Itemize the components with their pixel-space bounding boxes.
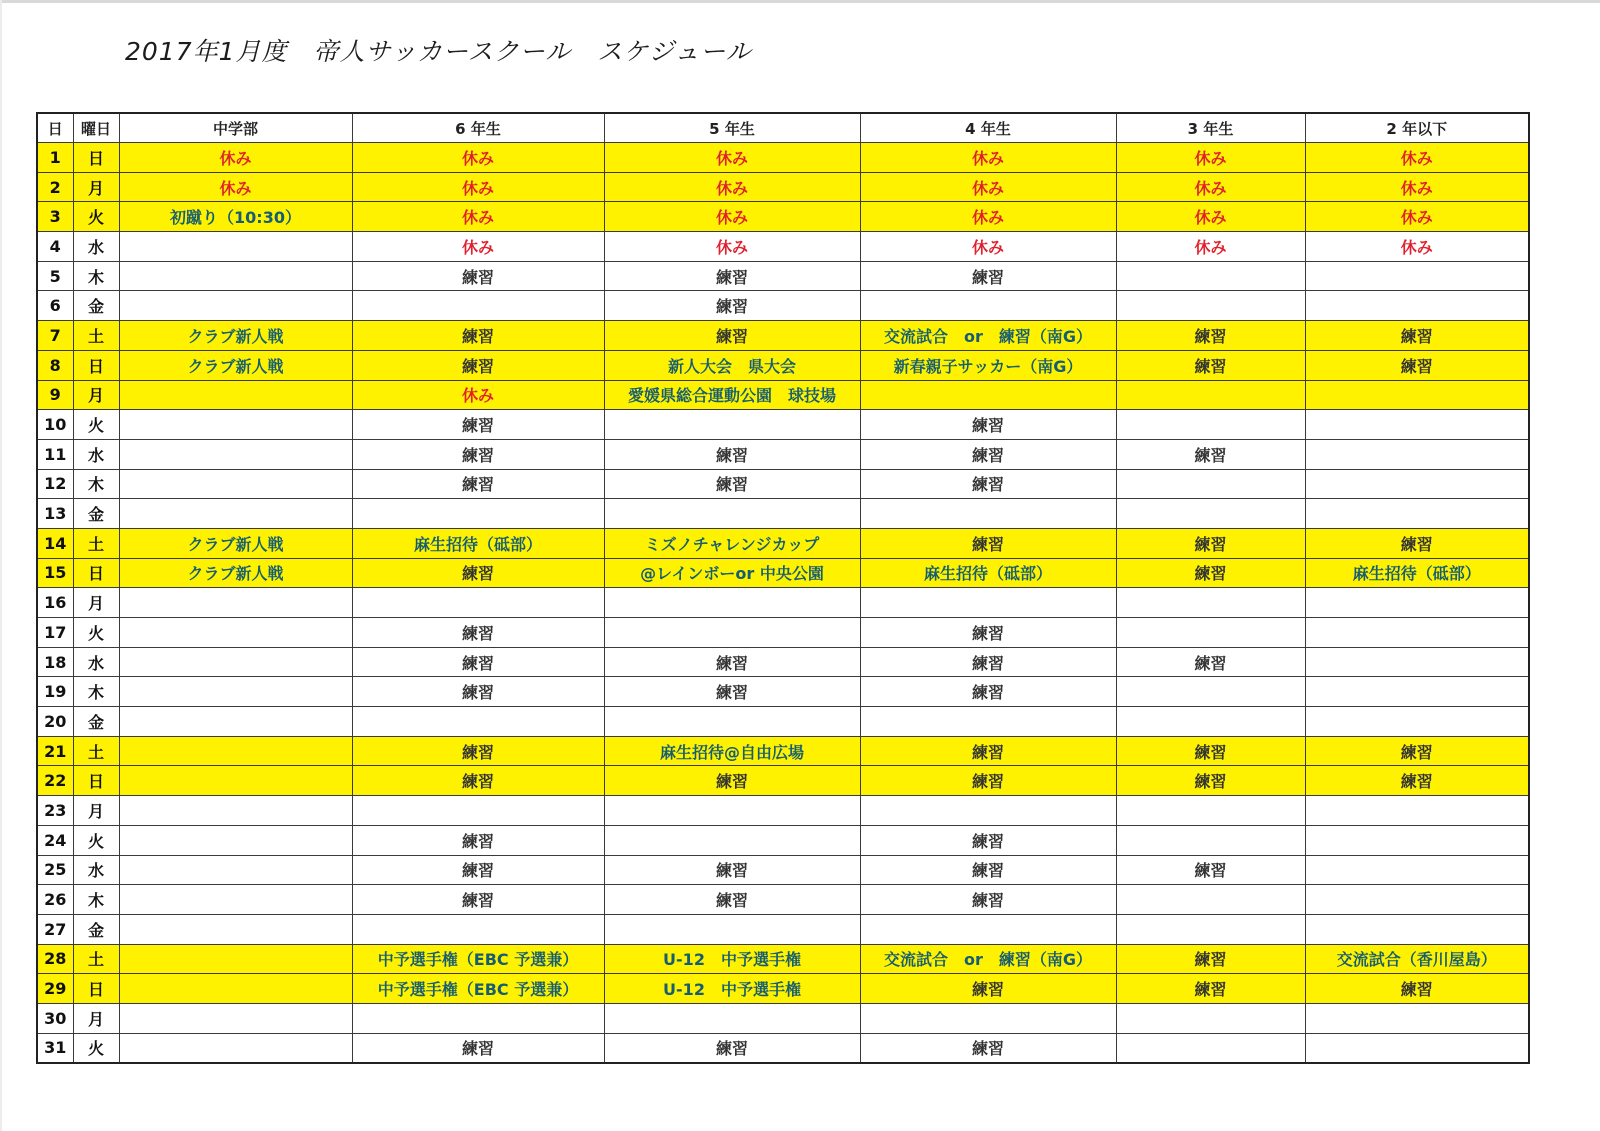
cell-junior-high bbox=[119, 291, 352, 321]
cell-grade-3: 練習 bbox=[1116, 736, 1305, 766]
table-row bbox=[37, 647, 1529, 677]
weekday: 水 bbox=[73, 232, 119, 262]
day-number: 5 bbox=[37, 261, 73, 291]
day-number: 16 bbox=[37, 588, 73, 618]
cell-grade-2-below bbox=[1305, 647, 1529, 677]
cell-grade-3: 練習 bbox=[1116, 766, 1305, 796]
cell-grade-2-below: 練習 bbox=[1305, 974, 1529, 1004]
cell-grade-3 bbox=[1116, 796, 1305, 826]
cell-grade-6 bbox=[352, 914, 604, 944]
cell-grade-2-below: 交流試合（香川屋島） bbox=[1305, 944, 1529, 974]
cell-grade-4: 練習 bbox=[860, 618, 1116, 648]
cell-junior-high bbox=[119, 232, 352, 262]
table-row bbox=[37, 321, 1529, 351]
day-number: 23 bbox=[37, 796, 73, 826]
cell-grade-5 bbox=[604, 707, 860, 737]
cell-grade-3 bbox=[1116, 588, 1305, 618]
cell-grade-2-below bbox=[1305, 855, 1529, 885]
cell-grade-4 bbox=[860, 796, 1116, 826]
cell-grade-2-below: 麻生招待（砥部） bbox=[1305, 558, 1529, 588]
day-number: 27 bbox=[37, 914, 73, 944]
weekday: 金 bbox=[73, 291, 119, 321]
cell-grade-2-below: 練習 bbox=[1305, 766, 1529, 796]
cell-junior-high bbox=[119, 825, 352, 855]
header-junior-high: 中学部 bbox=[119, 113, 352, 143]
cell-grade-4: 練習 bbox=[860, 885, 1116, 915]
cell-grade-5 bbox=[604, 1003, 860, 1033]
header-row bbox=[37, 113, 1529, 143]
cell-grade-2-below bbox=[1305, 885, 1529, 915]
cell-grade-4: 練習 bbox=[860, 677, 1116, 707]
cell-grade-5: 休み bbox=[604, 172, 860, 202]
cell-grade-6 bbox=[352, 1003, 604, 1033]
cell-grade-4: 交流試合 or 練習（南G） bbox=[860, 944, 1116, 974]
cell-grade-3 bbox=[1116, 499, 1305, 529]
weekday: 日 bbox=[73, 350, 119, 380]
cell-junior-high bbox=[119, 261, 352, 291]
cell-grade-6: 練習 bbox=[352, 410, 604, 440]
cell-grade-5: 練習 bbox=[604, 321, 860, 351]
cell-grade-4: 休み bbox=[860, 143, 1116, 173]
cell-junior-high bbox=[119, 974, 352, 1004]
cell-grade-6: 休み bbox=[352, 380, 604, 410]
table-row bbox=[37, 796, 1529, 826]
header-day: 日 bbox=[37, 113, 73, 143]
cell-grade-6 bbox=[352, 796, 604, 826]
table-row bbox=[37, 380, 1529, 410]
cell-grade-5 bbox=[604, 914, 860, 944]
cell-grade-6: 練習 bbox=[352, 825, 604, 855]
table-row bbox=[37, 736, 1529, 766]
day-number: 21 bbox=[37, 736, 73, 766]
day-number: 26 bbox=[37, 885, 73, 915]
weekday: 月 bbox=[73, 172, 119, 202]
cell-grade-2-below bbox=[1305, 291, 1529, 321]
cell-grade-4: 練習 bbox=[860, 855, 1116, 885]
cell-grade-3 bbox=[1116, 707, 1305, 737]
cell-grade-3: 練習 bbox=[1116, 528, 1305, 558]
cell-junior-high: クラブ新人戦 bbox=[119, 321, 352, 351]
cell-junior-high bbox=[119, 647, 352, 677]
cell-grade-3 bbox=[1116, 677, 1305, 707]
day-number: 13 bbox=[37, 499, 73, 529]
day-number: 7 bbox=[37, 321, 73, 351]
cell-grade-6: 休み bbox=[352, 232, 604, 262]
table-row bbox=[37, 1033, 1529, 1063]
weekday: 金 bbox=[73, 914, 119, 944]
header-grade-3: 3 年生 bbox=[1116, 113, 1305, 143]
table-row bbox=[37, 143, 1529, 173]
cell-grade-3: 練習 bbox=[1116, 439, 1305, 469]
cell-grade-2-below bbox=[1305, 380, 1529, 410]
cell-grade-4 bbox=[860, 380, 1116, 410]
scan-edge-top bbox=[0, 0, 1600, 3]
table-row bbox=[37, 677, 1529, 707]
cell-grade-6: 練習 bbox=[352, 439, 604, 469]
weekday: 水 bbox=[73, 855, 119, 885]
cell-grade-2-below bbox=[1305, 410, 1529, 440]
cell-grade-5 bbox=[604, 618, 860, 648]
table-row bbox=[37, 499, 1529, 529]
cell-grade-6: 練習 bbox=[352, 469, 604, 499]
header-grade-2-below: 2 年以下 bbox=[1305, 113, 1529, 143]
cell-grade-5: 麻生招待@自由広場 bbox=[604, 736, 860, 766]
cell-junior-high: クラブ新人戦 bbox=[119, 350, 352, 380]
weekday: 土 bbox=[73, 944, 119, 974]
weekday: 火 bbox=[73, 202, 119, 232]
cell-grade-3 bbox=[1116, 618, 1305, 648]
cell-junior-high bbox=[119, 944, 352, 974]
cell-grade-6: 練習 bbox=[352, 618, 604, 648]
day-number: 10 bbox=[37, 410, 73, 440]
cell-grade-4 bbox=[860, 1003, 1116, 1033]
weekday: 土 bbox=[73, 528, 119, 558]
table-row bbox=[37, 469, 1529, 499]
cell-grade-2-below: 休み bbox=[1305, 172, 1529, 202]
day-number: 25 bbox=[37, 855, 73, 885]
weekday: 土 bbox=[73, 321, 119, 351]
cell-grade-2-below bbox=[1305, 588, 1529, 618]
cell-grade-5: U-12 中予選手権 bbox=[604, 974, 860, 1004]
cell-grade-2-below bbox=[1305, 618, 1529, 648]
cell-grade-6: 休み bbox=[352, 202, 604, 232]
table-row bbox=[37, 439, 1529, 469]
weekday: 木 bbox=[73, 261, 119, 291]
day-number: 3 bbox=[37, 202, 73, 232]
day-number: 29 bbox=[37, 974, 73, 1004]
cell-grade-3: 練習 bbox=[1116, 974, 1305, 1004]
table-row bbox=[37, 825, 1529, 855]
cell-grade-5: 練習 bbox=[604, 1033, 860, 1063]
schedule-table bbox=[36, 112, 1530, 1064]
cell-junior-high bbox=[119, 618, 352, 648]
cell-grade-5: 愛媛県総合運動公園 球技場 bbox=[604, 380, 860, 410]
cell-grade-2-below: 練習 bbox=[1305, 321, 1529, 351]
cell-grade-3: 練習 bbox=[1116, 855, 1305, 885]
cell-junior-high: 休み bbox=[119, 143, 352, 173]
cell-junior-high bbox=[119, 796, 352, 826]
weekday: 月 bbox=[73, 1003, 119, 1033]
weekday: 火 bbox=[73, 1033, 119, 1063]
cell-grade-6: 練習 bbox=[352, 321, 604, 351]
table-row bbox=[37, 707, 1529, 737]
cell-grade-2-below: 練習 bbox=[1305, 350, 1529, 380]
cell-grade-4: 練習 bbox=[860, 439, 1116, 469]
cell-junior-high: クラブ新人戦 bbox=[119, 558, 352, 588]
day-number: 12 bbox=[37, 469, 73, 499]
cell-grade-3: 練習 bbox=[1116, 321, 1305, 351]
cell-grade-5: 練習 bbox=[604, 677, 860, 707]
weekday: 水 bbox=[73, 439, 119, 469]
cell-grade-3: 休み bbox=[1116, 232, 1305, 262]
day-number: 20 bbox=[37, 707, 73, 737]
cell-grade-5 bbox=[604, 825, 860, 855]
cell-grade-6 bbox=[352, 291, 604, 321]
table-row bbox=[37, 944, 1529, 974]
table-row bbox=[37, 172, 1529, 202]
weekday: 日 bbox=[73, 558, 119, 588]
day-number: 19 bbox=[37, 677, 73, 707]
cell-grade-4: 練習 bbox=[860, 825, 1116, 855]
cell-grade-2-below bbox=[1305, 796, 1529, 826]
cell-grade-4: 練習 bbox=[860, 974, 1116, 1004]
table-row bbox=[37, 232, 1529, 262]
cell-grade-5: 休み bbox=[604, 202, 860, 232]
cell-grade-6: 練習 bbox=[352, 736, 604, 766]
cell-grade-2-below: 練習 bbox=[1305, 736, 1529, 766]
cell-grade-6: 練習 bbox=[352, 885, 604, 915]
table-row bbox=[37, 558, 1529, 588]
weekday: 水 bbox=[73, 647, 119, 677]
cell-grade-4: 練習 bbox=[860, 410, 1116, 440]
cell-junior-high bbox=[119, 1003, 352, 1033]
cell-grade-4: 練習 bbox=[860, 1033, 1116, 1063]
weekday: 月 bbox=[73, 380, 119, 410]
cell-grade-3 bbox=[1116, 1003, 1305, 1033]
cell-grade-6: 練習 bbox=[352, 647, 604, 677]
table-row bbox=[37, 261, 1529, 291]
cell-junior-high bbox=[119, 439, 352, 469]
cell-grade-2-below: 休み bbox=[1305, 232, 1529, 262]
table-row bbox=[37, 588, 1529, 618]
cell-grade-4 bbox=[860, 707, 1116, 737]
day-number: 15 bbox=[37, 558, 73, 588]
cell-grade-6: 練習 bbox=[352, 855, 604, 885]
cell-grade-3: 練習 bbox=[1116, 647, 1305, 677]
cell-grade-3 bbox=[1116, 469, 1305, 499]
cell-grade-3 bbox=[1116, 825, 1305, 855]
day-number: 18 bbox=[37, 647, 73, 677]
cell-grade-4 bbox=[860, 914, 1116, 944]
cell-grade-2-below bbox=[1305, 914, 1529, 944]
cell-grade-4 bbox=[860, 588, 1116, 618]
day-number: 22 bbox=[37, 766, 73, 796]
cell-grade-2-below bbox=[1305, 261, 1529, 291]
cell-junior-high bbox=[119, 885, 352, 915]
cell-grade-5: 練習 bbox=[604, 885, 860, 915]
cell-junior-high bbox=[119, 499, 352, 529]
page-title: 2017年1月度 帝人サッカースクール スケジュール bbox=[125, 37, 752, 66]
cell-grade-4: 練習 bbox=[860, 528, 1116, 558]
day-number: 8 bbox=[37, 350, 73, 380]
cell-grade-2-below bbox=[1305, 439, 1529, 469]
header-weekday: 曜日 bbox=[73, 113, 119, 143]
table-row bbox=[37, 618, 1529, 648]
cell-grade-6 bbox=[352, 499, 604, 529]
weekday: 金 bbox=[73, 707, 119, 737]
schedule-body bbox=[37, 143, 1529, 1064]
day-number: 17 bbox=[37, 618, 73, 648]
cell-grade-3: 練習 bbox=[1116, 558, 1305, 588]
cell-grade-3: 休み bbox=[1116, 202, 1305, 232]
cell-grade-2-below: 休み bbox=[1305, 143, 1529, 173]
cell-grade-5: 練習 bbox=[604, 291, 860, 321]
cell-junior-high bbox=[119, 736, 352, 766]
cell-junior-high bbox=[119, 380, 352, 410]
cell-junior-high: 休み bbox=[119, 172, 352, 202]
table-row bbox=[37, 202, 1529, 232]
cell-junior-high bbox=[119, 677, 352, 707]
cell-junior-high bbox=[119, 707, 352, 737]
cell-grade-3 bbox=[1116, 410, 1305, 440]
cell-grade-3: 休み bbox=[1116, 172, 1305, 202]
cell-grade-2-below bbox=[1305, 1033, 1529, 1063]
cell-grade-2-below bbox=[1305, 499, 1529, 529]
cell-grade-4 bbox=[860, 291, 1116, 321]
weekday: 火 bbox=[73, 825, 119, 855]
day-number: 4 bbox=[37, 232, 73, 262]
cell-grade-3 bbox=[1116, 380, 1305, 410]
weekday: 火 bbox=[73, 618, 119, 648]
cell-grade-5 bbox=[604, 588, 860, 618]
weekday: 日 bbox=[73, 143, 119, 173]
day-number: 1 bbox=[37, 143, 73, 173]
cell-grade-4: 休み bbox=[860, 202, 1116, 232]
table-row bbox=[37, 974, 1529, 1004]
day-number: 9 bbox=[37, 380, 73, 410]
table-row bbox=[37, 1003, 1529, 1033]
cell-grade-4: 麻生招待（砥部） bbox=[860, 558, 1116, 588]
cell-junior-high bbox=[119, 914, 352, 944]
cell-grade-5: U-12 中予選手権 bbox=[604, 944, 860, 974]
cell-junior-high bbox=[119, 1033, 352, 1063]
cell-grade-6: 練習 bbox=[352, 350, 604, 380]
cell-grade-6: 中予選手権（EBC 予選兼） bbox=[352, 944, 604, 974]
cell-grade-2-below bbox=[1305, 469, 1529, 499]
day-number: 2 bbox=[37, 172, 73, 202]
weekday: 日 bbox=[73, 766, 119, 796]
cell-grade-2-below bbox=[1305, 677, 1529, 707]
cell-grade-3 bbox=[1116, 261, 1305, 291]
table-row bbox=[37, 885, 1529, 915]
cell-junior-high bbox=[119, 588, 352, 618]
weekday: 木 bbox=[73, 469, 119, 499]
weekday: 月 bbox=[73, 796, 119, 826]
table-row bbox=[37, 914, 1529, 944]
cell-grade-6: 練習 bbox=[352, 558, 604, 588]
cell-grade-6 bbox=[352, 588, 604, 618]
cell-grade-4: 新春親子サッカー（南G） bbox=[860, 350, 1116, 380]
cell-grade-5: 休み bbox=[604, 232, 860, 262]
cell-grade-6: 練習 bbox=[352, 677, 604, 707]
day-number: 11 bbox=[37, 439, 73, 469]
cell-grade-4: 練習 bbox=[860, 647, 1116, 677]
cell-grade-5 bbox=[604, 499, 860, 529]
cell-junior-high bbox=[119, 855, 352, 885]
day-number: 6 bbox=[37, 291, 73, 321]
cell-grade-6: 中予選手権（EBC 予選兼） bbox=[352, 974, 604, 1004]
cell-grade-5: ミズノチャレンジカップ bbox=[604, 528, 860, 558]
cell-grade-5: 練習 bbox=[604, 855, 860, 885]
cell-grade-4: 練習 bbox=[860, 261, 1116, 291]
cell-grade-5: @レインボーor 中央公園 bbox=[604, 558, 860, 588]
cell-grade-5: 新人大会 県大会 bbox=[604, 350, 860, 380]
table-row bbox=[37, 410, 1529, 440]
header-grade-5: 5 年生 bbox=[604, 113, 860, 143]
cell-grade-2-below: 休み bbox=[1305, 202, 1529, 232]
table-row bbox=[37, 350, 1529, 380]
cell-grade-3 bbox=[1116, 291, 1305, 321]
day-number: 31 bbox=[37, 1033, 73, 1063]
cell-grade-6 bbox=[352, 707, 604, 737]
cell-grade-5: 休み bbox=[604, 143, 860, 173]
weekday: 土 bbox=[73, 736, 119, 766]
table-row bbox=[37, 528, 1529, 558]
cell-grade-4: 休み bbox=[860, 172, 1116, 202]
cell-grade-5: 練習 bbox=[604, 261, 860, 291]
cell-grade-4: 練習 bbox=[860, 766, 1116, 796]
cell-grade-6: 練習 bbox=[352, 766, 604, 796]
cell-grade-2-below bbox=[1305, 707, 1529, 737]
cell-grade-6: 休み bbox=[352, 172, 604, 202]
cell-junior-high bbox=[119, 469, 352, 499]
cell-grade-4 bbox=[860, 499, 1116, 529]
day-number: 28 bbox=[37, 944, 73, 974]
cell-grade-5: 練習 bbox=[604, 469, 860, 499]
cell-grade-3: 練習 bbox=[1116, 944, 1305, 974]
cell-grade-3 bbox=[1116, 914, 1305, 944]
table-row bbox=[37, 766, 1529, 796]
header-grade-4: 4 年生 bbox=[860, 113, 1116, 143]
cell-grade-4: 練習 bbox=[860, 736, 1116, 766]
cell-grade-2-below: 練習 bbox=[1305, 528, 1529, 558]
cell-junior-high bbox=[119, 410, 352, 440]
cell-junior-high: 初蹴り（10:30） bbox=[119, 202, 352, 232]
cell-grade-5 bbox=[604, 410, 860, 440]
day-number: 14 bbox=[37, 528, 73, 558]
cell-grade-4: 練習 bbox=[860, 469, 1116, 499]
scan-edge-left bbox=[0, 0, 2, 1131]
cell-grade-5 bbox=[604, 796, 860, 826]
cell-grade-5: 練習 bbox=[604, 766, 860, 796]
cell-junior-high: クラブ新人戦 bbox=[119, 528, 352, 558]
day-number: 30 bbox=[37, 1003, 73, 1033]
table-row bbox=[37, 291, 1529, 321]
table-row bbox=[37, 855, 1529, 885]
weekday: 木 bbox=[73, 677, 119, 707]
weekday: 火 bbox=[73, 410, 119, 440]
cell-grade-5: 練習 bbox=[604, 439, 860, 469]
cell-grade-3 bbox=[1116, 1033, 1305, 1063]
weekday: 金 bbox=[73, 499, 119, 529]
cell-grade-2-below bbox=[1305, 825, 1529, 855]
header-grade-6: 6 年生 bbox=[352, 113, 604, 143]
cell-grade-4: 休み bbox=[860, 232, 1116, 262]
cell-grade-6: 休み bbox=[352, 143, 604, 173]
weekday: 木 bbox=[73, 885, 119, 915]
cell-grade-4: 交流試合 or 練習（南G） bbox=[860, 321, 1116, 351]
weekday: 日 bbox=[73, 974, 119, 1004]
cell-junior-high bbox=[119, 766, 352, 796]
cell-grade-6: 麻生招待（砥部） bbox=[352, 528, 604, 558]
day-number: 24 bbox=[37, 825, 73, 855]
cell-grade-3: 休み bbox=[1116, 143, 1305, 173]
weekday: 月 bbox=[73, 588, 119, 618]
cell-grade-3 bbox=[1116, 885, 1305, 915]
cell-grade-6: 練習 bbox=[352, 1033, 604, 1063]
cell-grade-2-below bbox=[1305, 1003, 1529, 1033]
cell-grade-6: 練習 bbox=[352, 261, 604, 291]
cell-grade-3: 練習 bbox=[1116, 350, 1305, 380]
cell-grade-5: 練習 bbox=[604, 647, 860, 677]
